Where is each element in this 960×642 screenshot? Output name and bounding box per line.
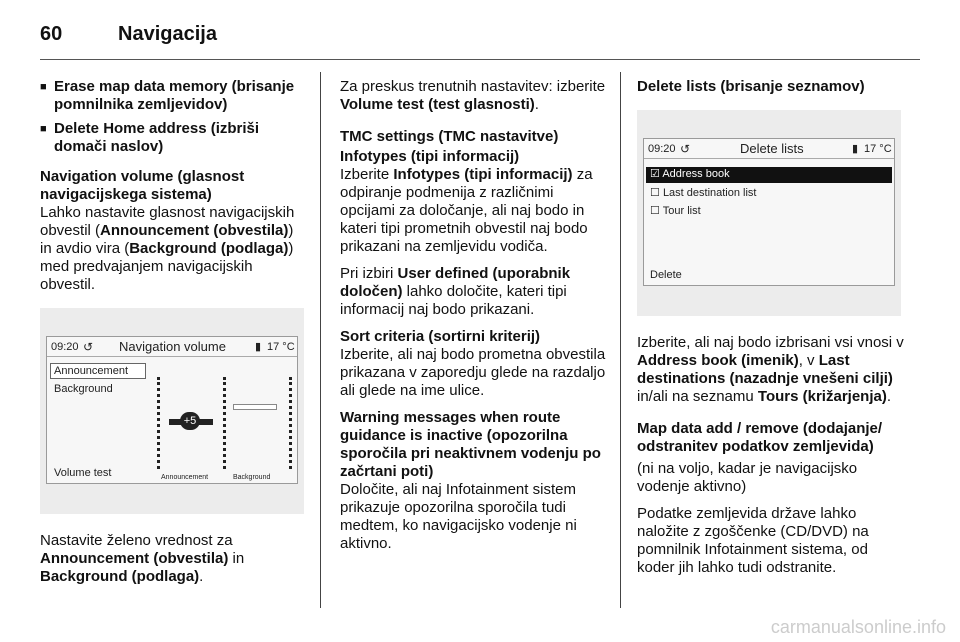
bullet-item: ■ Delete Home address (izbriši domači naslov) [40,120,260,155]
page-title: Navigacija [118,22,217,45]
delete-lists-screenshot [637,110,901,316]
paragraph: Izberite, ali naj bodo izbrisani vsi vnosi v Address book (imenik), v Last destinations (nazadnje vnešeni cilji) in/ali na seznamu Tours (križarjenja). [637,334,904,405]
header-rule [40,59,920,60]
menu-item-announcement[interactable]: Announcement [50,363,146,379]
column-1 [40,78,304,595]
checkbox-icon: ☐ [650,187,660,199]
infotainment-screen [643,138,895,286]
page-header [40,16,217,52]
delete-button[interactable]: Delete [650,269,682,281]
volume-test-item[interactable]: Volume test [54,467,112,479]
paragraph: Izberite Infotypes (tipi informacij) za odpiranje podmenija z različnimi opcijami za določanje, ali naj bodo in kateri tipi prometnih obvestil naj bodo prikazani na zemljevidu vodiča. [340,166,593,255]
temperature-icon: ▮ [852,143,859,155]
background-volume-bar[interactable] [233,404,277,410]
paragraph: (ni na voljo, kadar je navigacijsko vodenje aktivno) [637,460,858,495]
paragraph: Izberite, ali naj bodo prometna obvestila prikazana v zaporedju glede na razdaljo ali glede na ime ulice. [340,346,606,399]
paragraph: Lahko nastavite glasnost navigacijskih obvestil (Announcement (obvestila)) in avdio vira (Background (podlaga)) med predvajanjem navigacijskih obvestil. [40,204,295,293]
bullet-item: ■ Erase map data memory (brisanje pomnilnika zemljevidov) [40,78,295,113]
paragraph: Pri izbiri User defined (uporabnik določen) lahko določite, kateri tipi informacij naj bodo prikazani. [340,265,571,318]
paragraph: Podatke zemljevida države lahko naložite z zgoščenke (CD/DVD) na pomnilnik Infotainment sistema, od koder jih lahko tudi odstranite. [637,505,869,576]
checkbox-icon: ☐ [650,205,660,217]
subsection-heading: Sort criteria (sortirni kriterij) [340,328,541,345]
section-heading: Navigation volume (glasnost navigacijskega sistema) [40,168,245,203]
section-heading: Map data add / remove (dodajanje/ odstranitev podatkov zemljevida) [637,420,883,455]
column-3 [637,78,907,586]
paragraph: Nastavite želeno vrednost za Announcement (obvestila) in Background (podlaga). [40,532,245,585]
bullet-square-icon: ■ [40,81,47,93]
screen-top-bar: 09:20 ↺ Navigation volume ▮ 17 °C [47,337,297,357]
slider-track [223,377,226,469]
navigation-volume-screenshot [40,308,304,514]
screen-title: Navigation volume [119,339,226,354]
column-divider-2 [620,72,621,608]
section-heading: Delete lists (brisanje seznamov) [637,78,865,95]
subsection-heading: Infotypes (tipi informacij) [340,148,520,165]
paragraph: Določite, ali naj Infotainment sistem prikazuje opozorilna sporočila tudi medtem, ko navigacijsko vodenje ni aktivno. [340,481,577,552]
paragraph: Za preskus trenutnih nastavitev: izberite Volume test (test glasnosti). [340,78,606,113]
list-item-last-destination[interactable]: ☐ Last destination list [650,187,757,199]
section-heading: TMC settings (TMC nastavitve) [340,128,559,145]
slider-track [157,377,160,469]
slider-track [289,377,292,469]
menu-item-background[interactable]: Background [54,383,113,395]
column-divider-1 [320,72,321,608]
announcement-volume-value[interactable]: +5 [180,412,200,430]
bullet-square-icon: ■ [40,123,47,135]
infotainment-screen: 09:20 ↺ Navigation volume ▮ 17 °C Announcement Background Volume test +5 Announcement Background [46,336,298,484]
back-arrow-icon: ↺ [83,340,94,354]
subsection-heading: Warning messages when route guidance is inactive (opozorilna sporočila pri neaktivnem vodenju po začrtani poti) [340,409,601,480]
screen-top-bar: 09:20 ↺ Delete lists ▮ 17 °C [644,139,894,159]
watermark: carmanualsonline.info [770,617,946,637]
list-item-address-book[interactable]: ☑ Address book [646,167,892,183]
temperature-icon: ▮ [255,341,262,353]
page-number: 60 [40,22,63,45]
back-arrow-icon: ↺ [680,142,691,156]
screen-title: Delete lists [740,141,804,156]
list-item-tour-list[interactable]: ☐ Tour list [650,205,701,217]
checkbox-checked-icon: ☑ [650,168,660,180]
column-2 [340,78,606,562]
